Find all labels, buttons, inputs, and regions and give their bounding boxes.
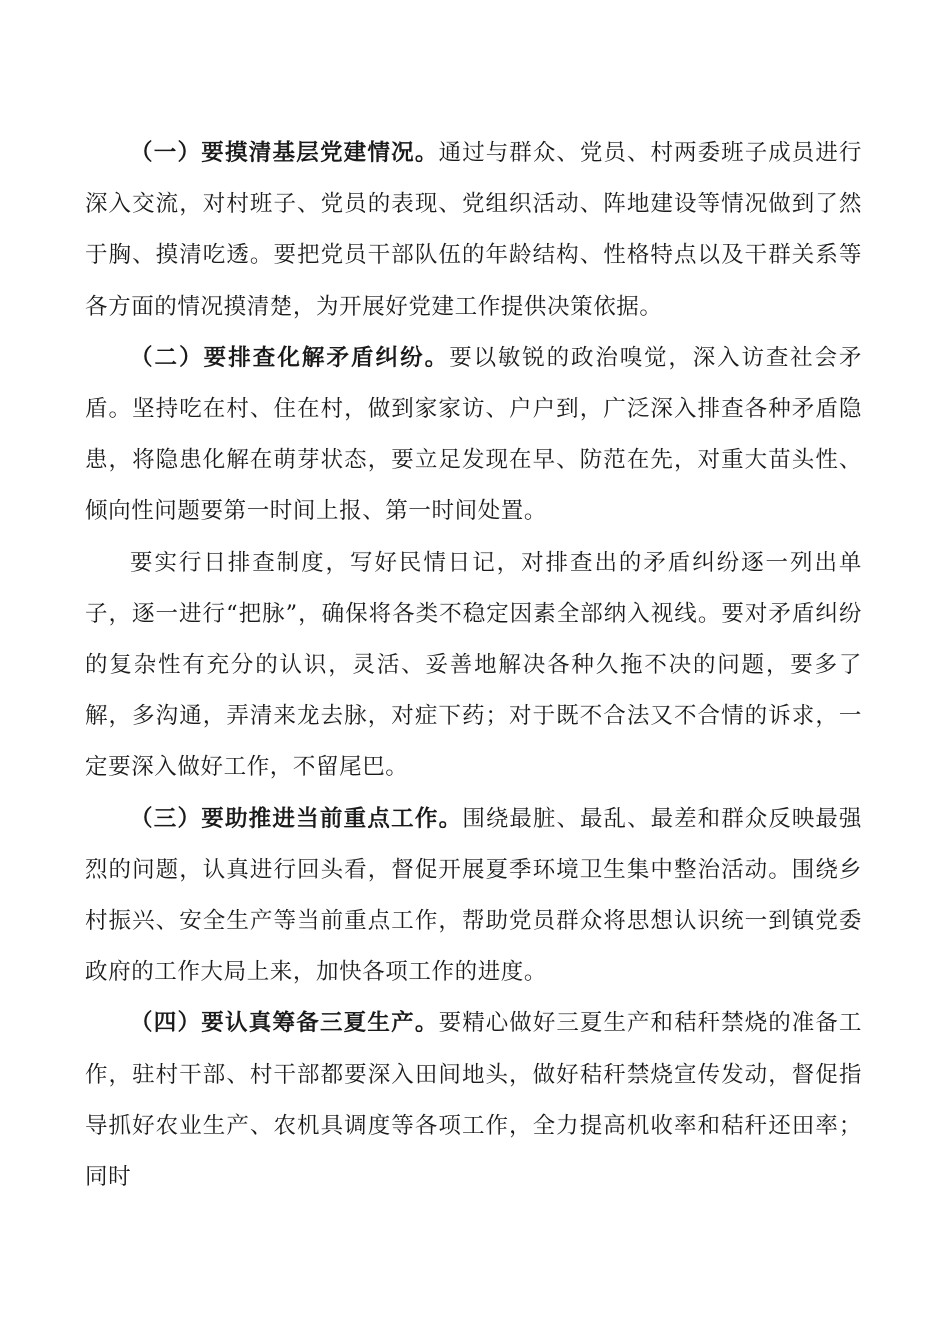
paragraph-daily-inspection bbox=[85, 538, 862, 794]
paragraph-heading: （三）要助推进当前重点工作。 bbox=[130, 805, 463, 832]
paragraph-body: 要以敏锐的政治嗅觉，深入访查社会矛盾。坚持吃在村、住在村，做到家家访、户户到，广泛深入排查各种矛盾隐患，将隐患化解在萌芽状态，要立足发现在早、防范在先，对重大苗头性、倾向性问题要第一时间上报、第一时间处置。 bbox=[85, 344, 862, 525]
document-page bbox=[85, 128, 862, 1203]
paragraph-body: 通过与群众、党员、村两委班子成员进行深入交流，对村班子、党员的表现、党组织活动、阵地建设等情况做到了然于胸、摸清吃透。要把党员干部队伍的年龄结构、性格特点以及干群关系等各方面的情况摸清楚，为开展好党建工作提供决策依据。 bbox=[85, 140, 862, 320]
paragraph-heading: （二）要排查化解矛盾纠纷。 bbox=[130, 344, 450, 371]
paragraph-summer-harvest bbox=[85, 998, 862, 1203]
paragraph-heading: （一）要摸清基层党建情况。 bbox=[130, 140, 439, 166]
paragraph-body: 要精心做好三夏生产和秸秆禁烧的准备工作，驻村干部、村干部都要深入田间地头，做好秸秆禁烧宣传发动，督促指导抓好农业生产、农机具调度等各项工作，全力提高机收率和秸秆还田率；同时 bbox=[85, 1010, 862, 1191]
paragraph-dispute-resolution bbox=[85, 333, 862, 538]
paragraph-party-building bbox=[85, 128, 862, 333]
paragraph-body: 要实行日排查制度，写好民情日记，对排查出的矛盾纠纷逐一列出单子，逐一进行“把脉”，确保将各类不稳定因素全部纳入视线。要对矛盾纠纷的复杂性有充分的认识，灵活、妥善地解决各种久拖不决的问题，要多了解，多沟通，弄清来龙去脉，对症下药；对于既不合法又不合情的诉求，一定要深入做好工作，不留尾巴。 bbox=[85, 549, 862, 781]
paragraph-body: 围绕最脏、最乱、最差和群众反映最强烈的问题，认真进行回头看，督促开展夏季环境卫生集中整治活动。围绕乡村振兴、安全生产等当前重点工作，帮助党员群众将思想认识统一到镇党委政府的工作大局上来，加快各项工作的进度。 bbox=[85, 805, 862, 986]
paragraph-heading: （四）要认真筹备三夏生产。 bbox=[130, 1010, 439, 1037]
paragraph-key-work bbox=[85, 794, 862, 999]
